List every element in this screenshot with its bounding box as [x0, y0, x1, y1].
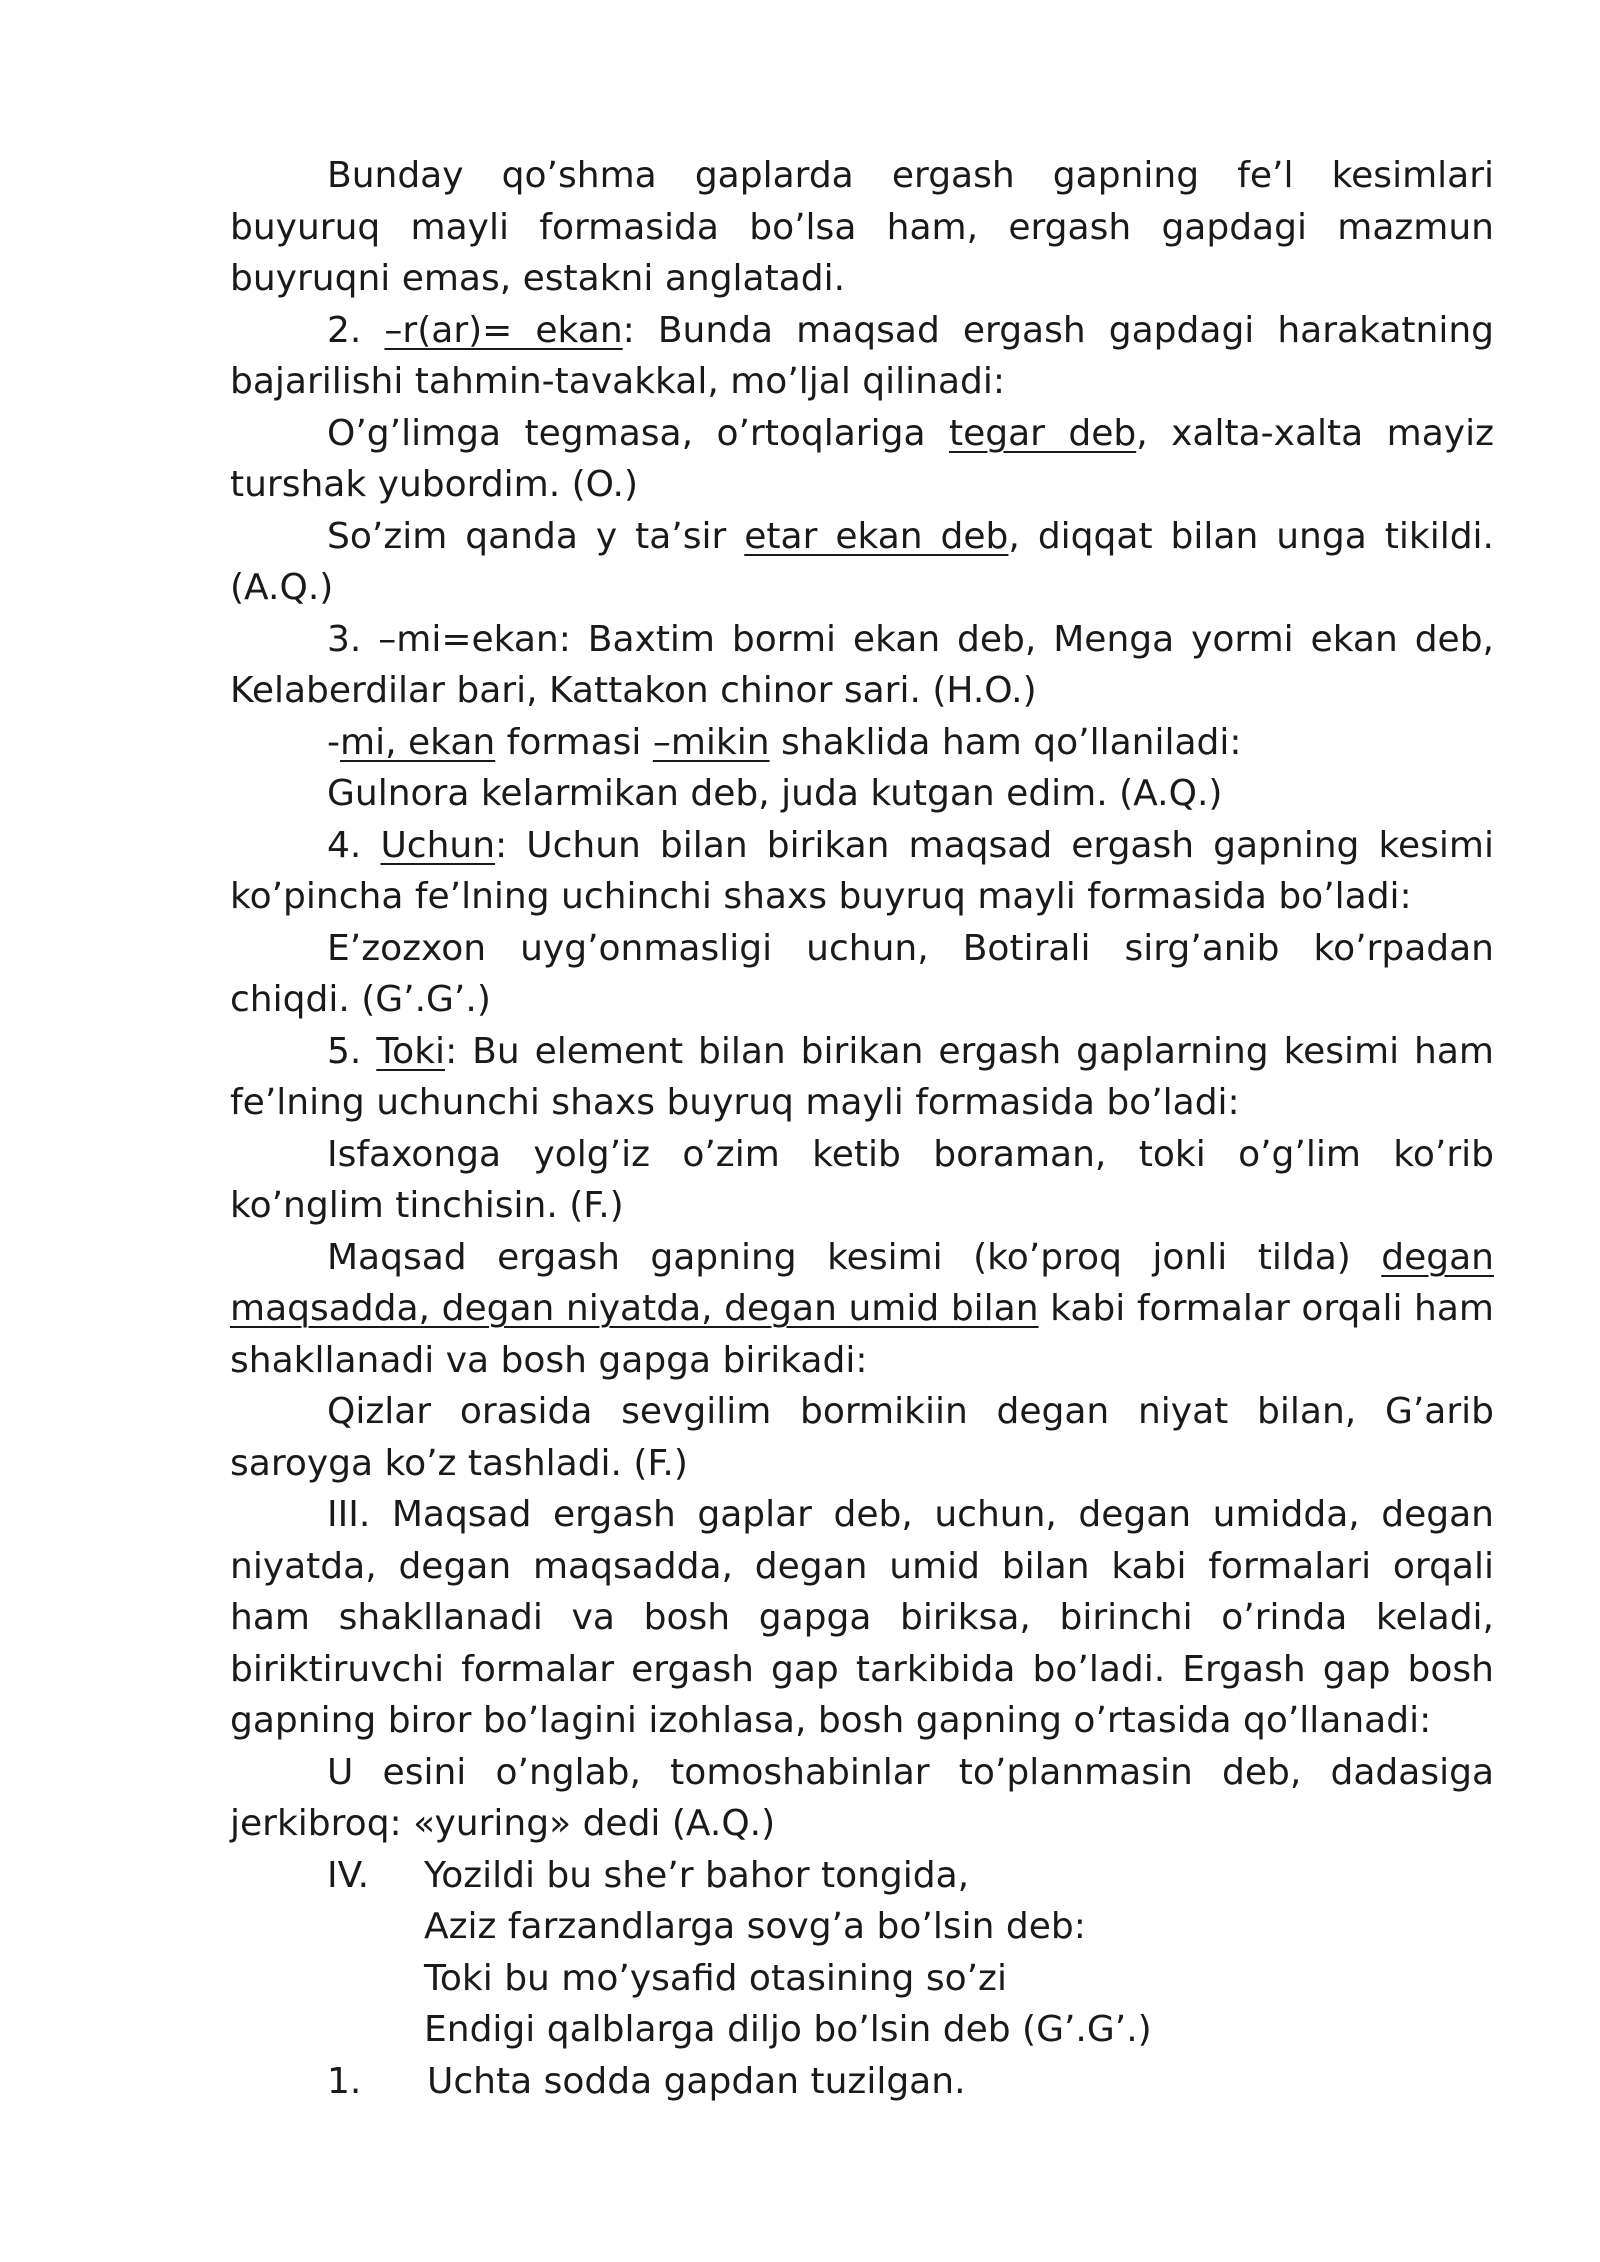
paragraph-text: Isfaxonga yolg’iz o’zim ketib boraman, toki o’g’lim ko’rib ko’nglim tinchisin. (F.): [230, 1133, 1494, 1226]
paragraph-text: : Uchun bilan birikan maqsad ergash gapning kesimi ko’pincha fe’lning uchinchi shaxs buyruq mayli formasida bo’ladi:: [230, 824, 1495, 917]
paragraph-text: U esini o’nglab, tomoshabinlar to’planmasin deb, dadasiga jerkibroq: «yuring» dedi (A.Q.): [230, 1751, 1494, 1844]
paragraph-text: shaklida ham qo’llaniladi:: [769, 721, 1242, 763]
paragraph-text: 2.: [327, 309, 385, 351]
paragraph-text: Gulnora kelarmikan deb, juda kutgan edim. (A.Q.): [327, 773, 1223, 814]
paragraph-3: [230, 408, 1494, 511]
paragraph-12: [230, 1232, 1494, 1387]
underlined-term: etar ekan deb: [744, 515, 1009, 557]
paragraph-text: : Bunda maqsad ergash gapdagi harakatning bajarilishi tahmin-tavakkal, mo’ljal qilinadi:: [230, 309, 1494, 402]
paragraph-4: [230, 511, 1494, 614]
paragraph-14: [230, 1489, 1494, 1747]
paragraph-6: [230, 717, 1494, 769]
paragraph-text: Qizlar orasida sevgilim bormikiin degan niyat bilan, G’arib saroyga ko’z tashladi. (F.): [230, 1391, 1494, 1484]
underlined-term: Uchun: [380, 824, 496, 866]
verse-line: Endigi qalblarga diljo bo’lsin deb (G’.G’.): [424, 2009, 1152, 2050]
list-number: 1.: [327, 2060, 362, 2102]
paragraph-1: [230, 150, 1494, 305]
paragraph-11: [230, 1129, 1494, 1232]
underlined-term: tegar deb: [948, 412, 1137, 454]
paragraph-text: , xalta-xalta mayiz turshak yubordim. (O.): [230, 412, 1494, 505]
paragraph-text: E’zozxon uyg’onmasligi uchun, Botirali sirg’anib ko’rpadan chiqdi. (G’.G’.): [230, 927, 1494, 1020]
verse-line: Yozildi bu she’r bahor tongida,: [424, 1854, 970, 1896]
verse-lines: [424, 1850, 1152, 2056]
paragraph-2: [230, 305, 1494, 408]
verse-number: IV.: [327, 1854, 370, 1896]
paragraph-15: [230, 1747, 1494, 1850]
underlined-term: degan maqsadda, degan niyatda, degan umid bilan: [230, 1236, 1494, 1329]
paragraph-text: -: [327, 721, 340, 763]
verse-line: Toki bu mo’ysafid otasining so’zi: [424, 1957, 1007, 1999]
paragraph-text: : Bu element bilan birikan ergash gaplarning kesimi ham fe’lning uchunchi shaxs buyruq mayli formasida bo’ladi:: [230, 1030, 1495, 1123]
paragraph-7: [230, 768, 1494, 820]
list-item-text: Uchta sodda gapdan tuzilgan.: [427, 2060, 966, 2102]
numbered-list-item: [327, 2056, 1494, 2108]
paragraph-5: [230, 614, 1494, 717]
underlined-term: Toki: [376, 1030, 446, 1072]
document-page: [230, 150, 1494, 2107]
paragraph-text: So’zim qanda y ta’sir: [327, 515, 745, 557]
paragraph-text: III. Maqsad ergash gaplar deb, uchun, degan umidda, degan niyatda, degan maqsadda, degan umid bilan kabi formalari orqali ham shakllanadi va bosh gapga biriksa, birinchi o’rinda keladi, biriktiruvchi formalar ergash gap tarkibida bo’ladi. Ergash gap bosh gapning biror bo’lagini izohlasa, bosh gapning o’rtasida qo’llanadi:: [230, 1494, 1494, 1741]
paragraph-text: O’g’limga tegmasa, o’rtoqlariga: [327, 412, 949, 454]
paragraph-text: , diqqat bilan unga tikildi. (A.Q.): [230, 515, 1494, 608]
paragraph-text: formasi: [495, 721, 653, 763]
paragraph-9: [230, 923, 1494, 1026]
paragraph-8: [230, 820, 1494, 923]
underlined-term: –r(ar)= ekan: [384, 309, 623, 351]
verse-line: Aziz farzandlarga sovg’a bo’lsin deb:: [424, 1906, 1086, 1947]
paragraph-text: 3. –mi=ekan: Baxtim bormi ekan deb, Menga yormi ekan deb, Kelaberdilar bari, Kattakon chinor sari. (H.O.): [230, 618, 1494, 711]
paragraph-text: kabi formalar orqali ham shakllanadi va bosh gapga birikadi:: [230, 1288, 1494, 1381]
paragraph-10: [230, 1026, 1494, 1129]
paragraph-text: Bunday qo’shma gaplarda ergash gapning fe’l kesimlari buyuruq mayli formasida bo’lsa ham, ergash gapdagi mazmun buyruqni emas, estakni anglatadi.: [230, 155, 1494, 299]
verse-block: [327, 1850, 1494, 2056]
paragraph-text: Maqsad ergash gapning kesimi (ko’proq jonli tilda): [327, 1236, 1382, 1278]
paragraph-text: 4.: [327, 824, 381, 866]
paragraph-13: [230, 1386, 1494, 1489]
underlined-term: mi, ekan: [340, 721, 496, 763]
underlined-term: –mikin: [652, 721, 770, 763]
paragraph-text: 5.: [327, 1030, 377, 1072]
